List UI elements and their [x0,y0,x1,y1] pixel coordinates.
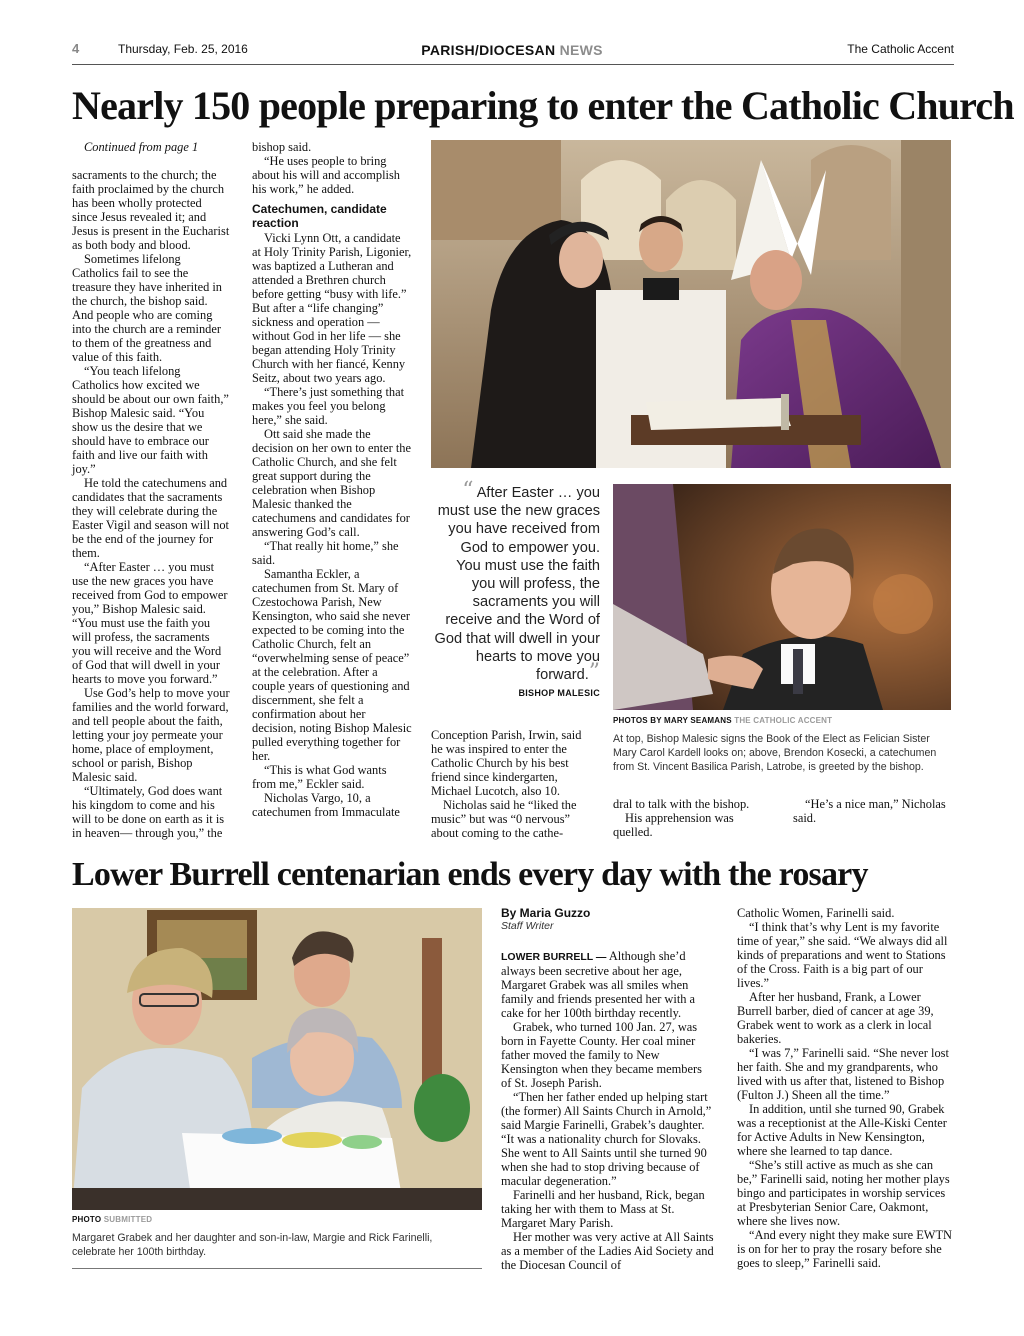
story1-photo-credit [613,716,832,725]
paragraph: “She’s still active as much as she can be,” Farinelli said, noting her mother plays bingo and participates in worship services at Presbyterian Senior Care, Oakmont, where she lives now. [737,1158,950,1228]
bishop-signing-photo [431,140,951,468]
paragraph: “And every night they make sure EWTN is on for her to pray the rosary before she goes to sleep,” Farinelli said. [737,1228,952,1270]
paragraph: “You teach lifelong Catholics how excited we should be about our own faith,” Bishop Malesic said. “You show us the desire that we should have to embrace our faith and live our faith with joy.” [72,364,229,476]
paragraph: “He’s a nice man,” Nicholas said. [793,797,946,825]
paragraph: dral to talk with the bishop. [613,797,750,811]
close-quote-mark: ” [588,660,600,686]
photo-credit-org: SUBMITTED [103,1215,153,1224]
paragraph: “Then her father ended up helping start (the former) All Saints Church in Arnold,” said Margie Farinelli, Grabek’s daughter. “It was a nationality church for Slovaks. She went to All Saints until she turned 90 when she had to stop driving because of macular degeneration.” [501,1090,712,1188]
paragraph: “He uses people to bring about his will and accomplish his work,” he added. [252,154,400,196]
birthday-photo [72,908,482,1210]
paragraph: In addition, until she turned 90, Grabek was a receptionist at the Alle-Kiski Center for Active Adults in New Kensington, where she learned to tap dance. [737,1102,947,1158]
publication-name: The Catholic Accent [847,42,954,56]
photo-credit-org: THE CATHOLIC ACCENT [734,716,833,725]
boy-greeted-photo [613,484,951,710]
section-title-bold: PARISH/DIOCESAN [421,42,556,58]
byline-title: Staff Writer [501,920,554,932]
section-title-light: NEWS [559,42,603,58]
paragraph: “After Easter … you must use the new graces you have received from God to empower you,” Bishop Malesic said. “You must use the faith you will profess, the sacraments you will receive and the Word of God that will dwell in your hearts to move you forward.” [72,560,228,686]
paragraph: Conception Parish, Irwin, said he was inspired to enter the Catholic Church by his best friend since kindergarten, Michael Lucotch, also 10. [431,728,582,798]
paragraph: Grabek, who turned 100 Jan. 27, was born in Fayette County. Her coal miner father moved the family to New Kensington when they became members of St. Joseph Parish. [501,1020,702,1090]
story1-column-3 [431,728,596,840]
paragraph: Ott said she made the decision on her own to enter the Catholic Church, and she felt great support during the celebration when Bishop Malesic thanked the catechumens and candidates for answering God’s call. [252,427,411,539]
bishop-signing-image [431,140,951,468]
story1-column-4 [613,797,773,839]
paragraph: “That really hit home,” she said. [252,539,399,567]
paragraph: “Ultimately, God does want his kingdom to come and his will to be done on earth as it is in heaven— through you,” the [72,784,225,840]
open-quote-mark: “ [462,478,474,503]
paragraph [501,949,715,1020]
photo-credit-name: PHOTO [72,1215,102,1224]
pull-quote [434,478,600,686]
paragraph: Use God’s help to move your families and the world forward, and tell people about the faith, letting your joy permeate your home, place of employment, school or parish, Bishop Malesic said. [72,686,230,784]
caption-rule [72,1268,482,1269]
paragraph: Sometimes lifelong Catholics fail to see the treasure they have inherited in the church, the bishop said. And people who are coming into the church are a reminder to them of the greatness and value of this faith. [72,252,223,364]
paragraph: “This is what God wants from me,” Eckler said. [252,763,387,791]
dateline: LOWER BURRELL — [501,951,607,963]
paragraph: Samantha Eckler, a catechumen from St. Mary of Czestochowa Parish, New Kensington, who said she never expected to be coming into the Catholic Church, felt an “overwhelming sense of peace” at the celebration. After a couple years of questioning and discernment, she felt a confirmation about her decision, noting Bishop Malesic pulled everything together for her. [252,567,412,763]
story2-photo-credit [72,1215,152,1224]
paragraph: sacraments to the church; the faith proclaimed by the church has been wholly protected since Jesus revealed it; and Jesus is present in the Eucharist as both body and blood. [72,168,230,252]
pull-quote-attribution: BISHOP MALESIC [518,688,600,698]
paragraph: After her husband, Frank, a Lower Burrell barber, died of cancer at age 39, Grabek went to work as a clerk in local bakeries. [737,990,934,1046]
lead-text: Although she’d always been secretive about her age, Margaret Grabek was all smiles when family and friends presented her with a cake for her 100th birthday recently. [501,949,696,1020]
paragraph: “There’s just something that makes you feel you belong here,” she said. [252,385,405,427]
paragraph: “I think that’s why Lent is my favorite time of year,” she said. “We always did all kinds of preparations and went to Stations of the Cross. Faith is a big part of our lives.” [737,920,948,990]
page-number: 4 [72,41,80,56]
paragraph: Nicholas Vargo, 10, a catechumen from Immaculate [252,791,400,819]
continued-line: Continued from page 1 [84,140,199,154]
story1-column-5 [793,797,953,825]
story1-column-1 [72,140,230,840]
photo-credit-name: PHOTOS BY MARY SEAMANS [613,716,732,725]
story1-photo-caption: At top, Bishop Malesic signs the Book of the Elect as Felician Sister Mary Carol Kardell looks on; above, Brendon Kosecki, a catechumen from St. Vincent Basilica Parish, Latrobe, is greeted by the bishop. [613,733,937,773]
story2-column-2 [737,906,953,1270]
byline: By Maria Guzzo [501,906,591,920]
paragraph: He told the catechumens and candidates that the sacraments they will celebrate during the Easter Vigil and season will not be the end of the journey for them. [72,476,229,560]
paragraph: Farinelli and her husband, Rick, began taking her with them to Mass at St. Margaret Mary Parish. [501,1188,705,1230]
paragraph: Vicki Lynn Ott, a candidate at Holy Trinity Parish, Ligonier, was baptized a Lutheran and attended a Brethren church before getting “busy with life.” But after a “life changing” sickness and operation — without God in her life — she began attending Holy Trinity Church with her fiancé, Kenny Seitz, about two years ago. [252,231,412,385]
story2-photo-caption: Margaret Grabek and her daughter and son-in-law, Margie and Rick Farinelli, celebrate her 100th birthday. [72,1232,433,1258]
paragraph: bishop said. [252,140,312,154]
paragraph: His apprehension was quelled. [613,811,734,839]
header-rule [72,64,954,65]
paragraph: “I was 7,” Farinelli said. “She never lost her faith. She and my grandparents, who lived with us after that, listened to Bishop (Fulton J.) Sheen all the time.” [737,1046,949,1102]
story1-subhead: Catechumen, candidate reaction [252,202,387,230]
paragraph: Nicholas said he “liked the music” but was “0 nervous” about coming to the cathe- [431,798,577,840]
issue-date: Thursday, Feb. 25, 2016 [118,42,248,56]
boy-greeted-image [613,484,951,710]
pull-quote-text: After Easter … you must use the new graces you have received from God to empower you. You must use the faith you will profess, the sacraments you will receive and the Word of God that will dwell in your hearts to move you forward. [434,485,600,684]
story2-column-1 [501,906,715,1272]
story1-headline: Nearly 150 people preparing to enter the Catholic Church [72,83,1014,128]
paragraph: Catholic Women, Farinelli said. [737,906,895,920]
paragraph: Her mother was very active at All Saints as a member of the Ladies Aid Society and the Diocesan Council of [501,1230,714,1272]
birthday-image [72,908,482,1210]
story2-headline: Lower Burrell centenarian ends every day with the rosary [72,856,868,893]
story1-column-2 [252,140,412,819]
